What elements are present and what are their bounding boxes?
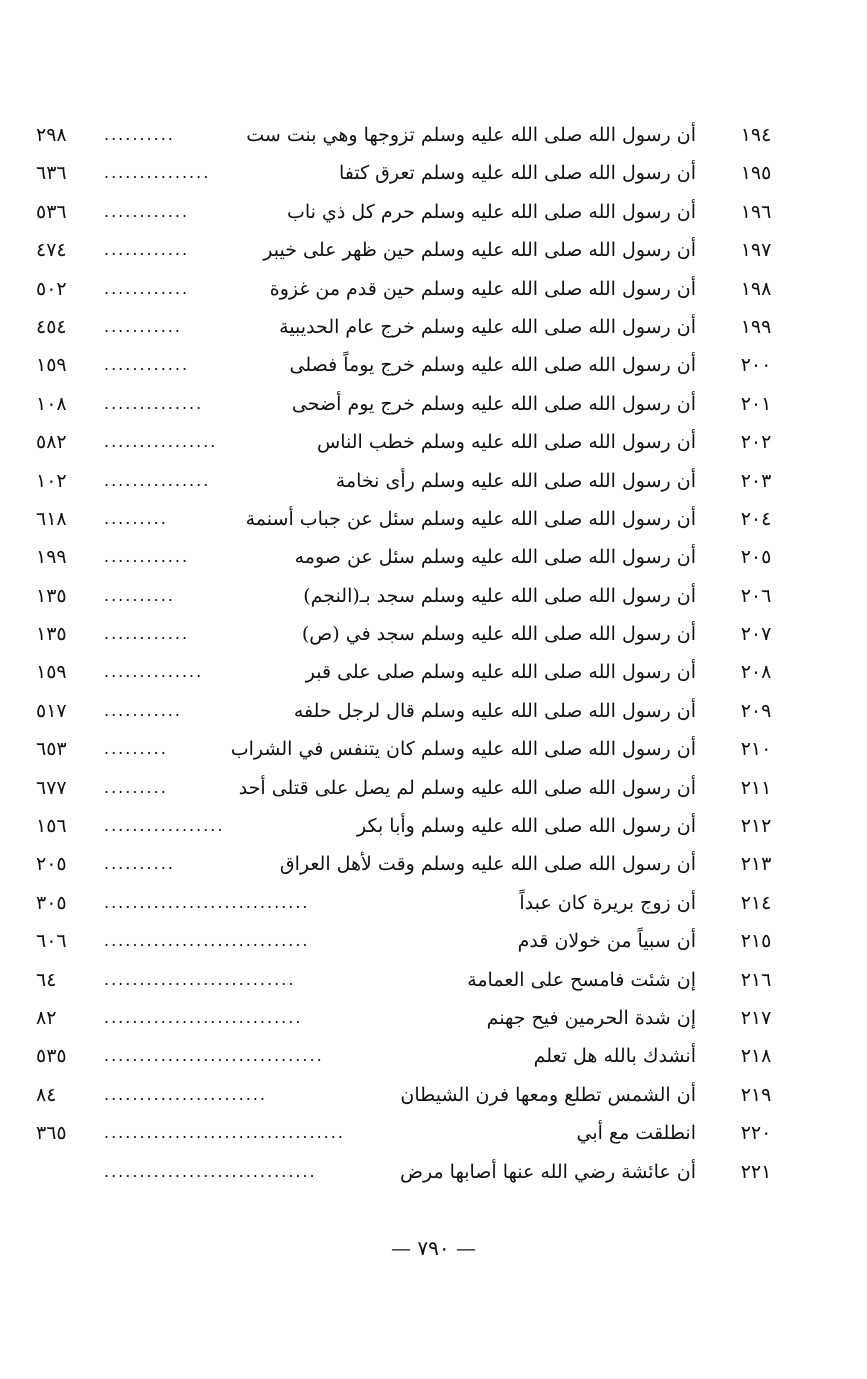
entry-page-number: ١٥٩: [36, 661, 67, 684]
index-entry: [36, 884, 786, 922]
entry-text: أن رسول الله صلى الله عليه وسلم خرج عام الحديبية: [279, 315, 696, 338]
entry-number: ١٩٦: [740, 200, 772, 223]
entry-leader-dots: ..................................: [104, 1123, 345, 1143]
entry-text: أن رسول الله صلى الله عليه وسلم سئل عن جباب أسنمة: [245, 507, 696, 530]
entry-leader-dots: ...............: [104, 470, 211, 490]
entry-leader-dots: .................: [104, 816, 225, 836]
entry-number: ٢١٢: [740, 815, 772, 838]
index-entry: [36, 807, 786, 845]
entry-page-number: ٦٤: [36, 968, 57, 991]
entry-page-number: ٦٧٧: [36, 776, 67, 799]
entry-page-number: ٢٠٥: [36, 853, 67, 876]
entry-text: إن شئت فامسح على العمامة: [467, 968, 696, 991]
entry-number: ٢٠٦: [740, 584, 772, 607]
entry-page-number: ١٠٨: [36, 392, 67, 415]
index-entry: [36, 231, 786, 269]
entry-leader-dots: .........: [104, 508, 168, 528]
entry-number: ١٩٨: [740, 277, 772, 300]
index-entry: [36, 1114, 786, 1152]
index-entry: [36, 1153, 786, 1191]
index-entry: [36, 538, 786, 576]
entry-page-number: ٤٧٤: [36, 239, 67, 262]
entry-page-number: ٥٨٢: [36, 431, 67, 454]
index-entry: [36, 961, 786, 999]
entry-page-number: ٥٠٢: [36, 277, 67, 300]
index-entry: [36, 308, 786, 346]
entry-text: أن رسول الله صلى الله عليه وسلم حين قدم من غزوة: [269, 277, 696, 300]
entry-number: ١٩٩: [740, 315, 772, 338]
index-entry: [36, 653, 786, 691]
entry-leader-dots: ..............: [104, 662, 204, 682]
index-entry: [36, 922, 786, 960]
entry-text: أن رسول الله صلى الله عليه وسلم صلى على قبر: [305, 661, 696, 684]
entry-page-number: ٦٥٣: [36, 738, 67, 761]
entry-leader-dots: ............: [104, 624, 190, 644]
entry-text: إن شدة الحرمين فيح جهنم: [486, 1006, 696, 1029]
entry-number: ٢٠٧: [740, 623, 772, 646]
entry-number: ٢١٨: [740, 1045, 772, 1068]
entry-text: أن رسول الله صلى الله عليه وسلم لم يصل على قتلى أحد: [238, 776, 696, 799]
entry-text: أن زوج بريرة كان عبداً: [519, 891, 696, 914]
index-entry: [36, 999, 786, 1037]
entry-leader-dots: ............: [104, 201, 190, 221]
index-entry: [36, 730, 786, 768]
entry-leader-dots: ...............: [104, 163, 211, 183]
entry-page-number: ١٥٦: [36, 815, 67, 838]
entry-text: أن الشمس تطلع ومعها فرن الشيطان: [400, 1083, 696, 1106]
index-entry: [36, 116, 786, 154]
index-entry: [36, 1076, 786, 1114]
entry-leader-dots: ...........................: [104, 969, 296, 989]
entry-text: أن رسول الله صلى الله عليه وسلم تزوجها وهي بنت ست: [246, 124, 696, 146]
entry-leader-dots: ................: [104, 432, 218, 452]
entry-leader-dots: .............................: [104, 931, 310, 951]
entry-text: أن رسول الله صلى الله عليه وسلم حين ظهر على خيبر: [263, 239, 696, 262]
entry-number: ٢١٤: [740, 891, 772, 914]
entry-text: أن رسول الله صلى الله عليه وسلم كان يتنفس في الشراب: [230, 738, 696, 761]
entry-text: أن رسول الله صلى الله عليه وسلم خرج يوماً فصلى: [289, 354, 696, 377]
entry-number: ٢٢٠: [740, 1122, 772, 1145]
index-entry: [36, 692, 786, 730]
entry-leader-dots: ..............: [104, 393, 204, 413]
entry-number: ٢١٦: [740, 968, 772, 991]
entry-page-number: ٣٦٥: [36, 1122, 67, 1145]
entry-number: ٢١٧: [740, 1006, 772, 1029]
entry-page-number: ١٣٥: [36, 623, 67, 646]
index-list: [36, 116, 786, 1191]
entry-number: ٢١٥: [740, 930, 772, 953]
entry-page-number: ٣٠٥: [36, 891, 67, 914]
entry-number: ٢٠٤: [740, 507, 772, 530]
entry-page-number: ١٥٩: [36, 354, 67, 377]
entry-leader-dots: ............: [104, 240, 190, 260]
entry-number: ١٩٤: [740, 124, 772, 146]
entry-text: أن رسول الله صلى الله عليه وسلم سجد في (ص): [301, 623, 696, 646]
entry-leader-dots: ............: [104, 278, 190, 298]
entry-number: ٢٠٨: [740, 661, 772, 684]
entry-text: أن رسول الله صلى الله عليه وسلم رأى نخامة: [335, 469, 696, 492]
entry-page-number: ٤٥٤: [36, 315, 67, 338]
entry-leader-dots: ..........: [104, 854, 175, 874]
index-entry: [36, 270, 786, 308]
page-number: — ٧٩٠ —: [391, 1236, 476, 1260]
entry-leader-dots: .............................: [104, 892, 310, 912]
index-entry: [36, 423, 786, 461]
entry-page-number: ١٠٢: [36, 469, 67, 492]
entry-number: ٢١١: [740, 776, 772, 799]
entry-page-number: ٨٢: [36, 1006, 57, 1029]
entry-leader-dots: ...............................: [104, 1046, 324, 1066]
entry-page-number: ٦٠٦: [36, 930, 67, 953]
entry-text: أن رسول الله صلى الله عليه وسلم قال لرجل حلفه: [293, 699, 696, 722]
entry-leader-dots: .........: [104, 739, 168, 759]
entry-number: ٢١٣: [740, 853, 772, 876]
entry-number: ٢٠٣: [740, 469, 772, 492]
entry-leader-dots: ............................: [104, 1007, 303, 1027]
entry-leader-dots: ...........: [104, 316, 182, 336]
entry-number: ٢٠١: [740, 392, 772, 415]
entry-leader-dots: ............: [104, 355, 190, 375]
entry-text: أن رسول الله صلى الله عليه وسلم سجد بـ(النجم): [303, 584, 696, 607]
entry-number: ٢٠٩: [740, 699, 772, 722]
entry-leader-dots: ..........: [104, 125, 175, 144]
index-entry: [36, 500, 786, 538]
entry-text: أن رسول الله صلى الله عليه وسلم وقت لأهل العراق: [279, 853, 696, 876]
entry-text: أن رسول الله صلى الله عليه وسلم خرج يوم أضحى: [291, 392, 696, 415]
entry-leader-dots: .......................: [104, 1084, 267, 1104]
entry-number: ٢٠٠: [740, 354, 772, 377]
entry-number: ٢٢١: [740, 1160, 772, 1183]
entry-number: ٢١٩: [740, 1083, 772, 1106]
index-entry: [36, 577, 786, 615]
entry-leader-dots: ............: [104, 547, 190, 567]
entry-page-number: ٦١٨: [36, 507, 67, 530]
index-entry: [36, 346, 786, 384]
entry-number: ١٩٧: [740, 239, 772, 262]
entry-number: ١٩٥: [740, 162, 772, 185]
index-entry: [36, 193, 786, 231]
entry-page-number: ٢٩٨: [36, 124, 67, 146]
entry-number: ٢٠٥: [740, 546, 772, 569]
entry-text: أن عائشة رضي الله عنها أصابها مرض: [400, 1160, 696, 1183]
entry-page-number: ١٣٥: [36, 584, 67, 607]
index-entry: [36, 1037, 786, 1075]
entry-leader-dots: ..........: [104, 585, 175, 605]
entry-page-number: ٥١٧: [36, 699, 67, 722]
entry-text: أن رسول الله صلى الله عليه وسلم وأبا بكر: [357, 815, 696, 838]
entry-page-number: ١٩٩: [36, 546, 67, 569]
entry-text: أن رسول الله صلى الله عليه وسلم تعرق كتفا: [338, 162, 696, 185]
entry-number: ٢١٠: [740, 738, 772, 761]
entry-page-number: ٦٣٦: [36, 162, 67, 185]
entry-text: أن رسول الله صلى الله عليه وسلم خطب الناس: [317, 431, 696, 454]
index-entry: [36, 462, 786, 500]
entry-leader-dots: ..............................: [104, 1161, 317, 1181]
index-entry: [36, 769, 786, 807]
entry-text: انطلقت مع أبي: [576, 1122, 696, 1145]
index-entry: [36, 154, 786, 192]
entry-text: أن سبياً من خولان قدم: [517, 930, 696, 953]
entry-page-number: ٥٣٦: [36, 200, 67, 223]
index-entry: [36, 845, 786, 883]
entry-text: أن رسول الله صلى الله عليه وسلم سئل عن صومه: [294, 546, 696, 569]
entry-leader-dots: ...........: [104, 700, 182, 720]
entry-number: ٢٠٢: [740, 431, 772, 454]
entry-page-number: ٥٣٥: [36, 1045, 67, 1068]
index-entry: [36, 385, 786, 423]
entry-leader-dots: .........: [104, 777, 168, 797]
entry-text: أنشدك بالله هل تعلم: [533, 1045, 696, 1068]
entry-page-number: ٨٤: [36, 1083, 57, 1106]
entry-text: أن رسول الله صلى الله عليه وسلم حرم كل ذي ناب: [287, 200, 696, 223]
index-entry: [36, 615, 786, 653]
